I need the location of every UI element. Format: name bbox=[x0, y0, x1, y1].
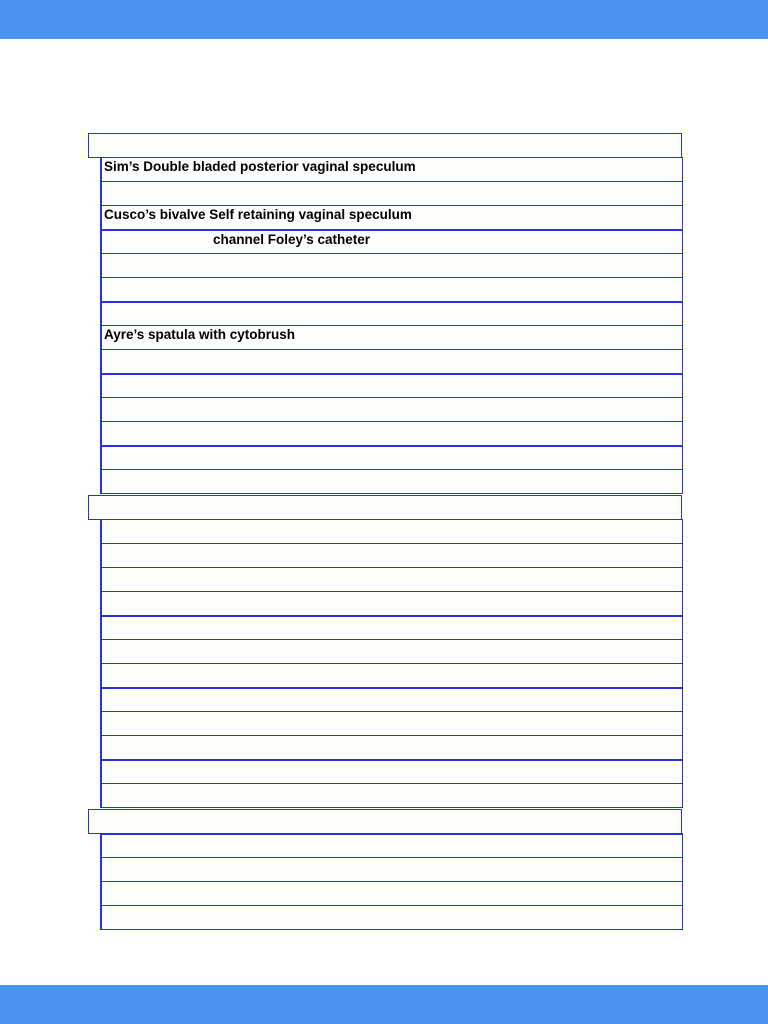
table-row bbox=[100, 615, 683, 640]
table-row bbox=[100, 229, 683, 254]
table-row bbox=[100, 591, 683, 616]
table-row bbox=[100, 687, 683, 712]
table-row bbox=[100, 445, 683, 470]
table-row bbox=[100, 663, 683, 688]
table-section-row bbox=[88, 133, 682, 158]
table-row bbox=[100, 857, 683, 882]
table-row bbox=[100, 277, 683, 302]
table-row bbox=[100, 833, 683, 858]
table-row bbox=[100, 469, 683, 494]
table-cell: channel Foley’s catheter bbox=[213, 232, 371, 247]
table-cell: Sim’s Double bladed posterior vaginal speculum bbox=[104, 159, 416, 174]
table-row bbox=[100, 205, 683, 230]
table-section-row bbox=[88, 809, 682, 834]
table-row bbox=[100, 759, 683, 784]
table-row bbox=[100, 325, 683, 350]
header-bar bbox=[0, 0, 768, 39]
table-row bbox=[100, 253, 683, 278]
table-row bbox=[100, 181, 683, 206]
table-cell: Ayre’s spatula with cytobrush bbox=[104, 327, 296, 342]
table-row bbox=[100, 639, 683, 664]
table-row bbox=[100, 735, 683, 760]
table-row bbox=[100, 905, 683, 930]
table-row bbox=[100, 543, 683, 568]
table-row bbox=[100, 783, 683, 808]
table-row bbox=[100, 373, 683, 398]
table-row bbox=[100, 349, 683, 374]
table-row bbox=[100, 881, 683, 906]
table-row bbox=[100, 711, 683, 736]
table-row bbox=[100, 567, 683, 592]
instrument-table bbox=[88, 133, 681, 931]
table-cell: Cusco’s bivalve Self retaining vaginal speculum bbox=[104, 207, 412, 222]
table-row bbox=[100, 157, 683, 182]
table-row bbox=[100, 301, 683, 326]
footer-bar bbox=[0, 985, 768, 1024]
table-row bbox=[100, 519, 683, 544]
table-row bbox=[100, 421, 683, 446]
table-row bbox=[100, 397, 683, 422]
table-section-row bbox=[88, 495, 682, 520]
